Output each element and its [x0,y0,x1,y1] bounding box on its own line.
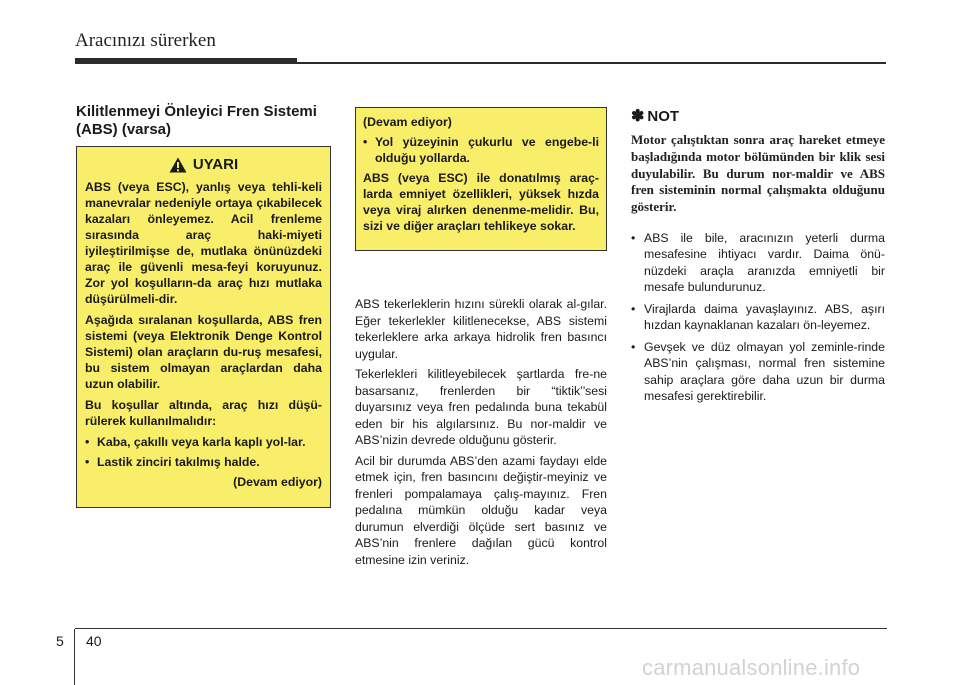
warning-paragraph: Aşağıda sıralanan koşullarda, ABS fren sistemi (veya Elektronik Denge Kontrol Sistemi) olan araçların du-ruş mesafesi, bu sistem olmayan araçlardan daha uzun olabilir. [85,313,322,391]
warning-title: UYARI [192,156,239,173]
note-bullet: • Gevşek ve düz olmayan yol zeminle-rinde ABS’nin çalışması, normal fren sistemine sahip araçlara göre daha uzun bir durma mesafesi gerektirebilir. [631,339,885,405]
section-heading-line1: Kilitlenmeyi Önleyici Fren Sistemi [76,103,317,120]
note-bullet: • Virajlarda daima yavaşlayınız. ABS, aşırı hızdan kaynaklanan kazaları ön-leyemez. [631,301,885,334]
body-paragraph: Tekerlekleri kilitleyebilecek şartlarda fre-ne basarsanız, frenlerden bir “tiktik’’sesi duyarsınız veya fren pedalında buna tekabül eden bir his algılarsınız. Bu nor-maldir ve ABS’nizin devrede olduğunu gösterir. [355,367,607,447]
note-bullet-list [631,230,885,405]
warning-triangle-icon [169,157,187,173]
body-text [355,296,607,572]
continued-box-header: (Devam ediyor) [363,115,452,129]
note-star-icon: ✽ [631,108,645,125]
note-intro: Motor çalıştıktan sonra araç hareket etmeye başladığında motor bölümünden bir klik sesi duyulabilir. Bu durum nor-maldir ve ABS fren sisteminin normal çalışmakta olduğunu gösterir. [631,132,885,215]
page-number: 40 [86,633,102,649]
header-rule-thin [297,62,886,64]
note-title-row [631,106,885,126]
header-rule-thick [75,58,297,64]
footer-divider [74,629,75,685]
note-section [631,106,885,410]
note-title: NOT [647,107,680,125]
warning-box [76,146,331,508]
warning-continued-label: (Devam ediyor) [233,475,322,489]
chapter-number: 5 [56,633,64,649]
section-heading [76,103,336,139]
continued-box-paragraph: ABS (veya ESC) ile donatılmış araç-larda emniyet özellikleri, yüksek hızda veya viraj alırken denenme-melidir. Bu, sizi ve diğer araçları tehlikeye sokar. [363,171,599,233]
watermark-text: carmanualsonline.info [642,655,861,680]
section-heading-line2: (ABS) (varsa) [76,121,172,138]
body-paragraph: Acil bir durumda ABS’den azami faydayı elde etmek için, fren basıncını değiştir-meyiniz ve frenleri pompalamaya çalış-mayınız. Fren pedalına mümkün olduğu kadar veya durumun elverdiği ölçüde sert basınız ve ABS’nin frenlere dağılan gücü kontrol etmesine izin veriniz. [355,453,607,567]
page-header-title: Aracınızı sürerken [75,30,216,51]
body-paragraph: ABS tekerleklerin hızını sürekli olarak al-gılar. Eğer tekerlekler kilitlenecekse, ABS sistemi tekerleklere arka arkaya hidrolik fren basıncı uygular. [355,297,607,361]
warning-bullet: • Kaba, çakıllı veya karla kaplı yol-lar. [85,434,322,450]
continued-warning-box [355,107,607,251]
note-bullet: • ABS ile bile, aracınızın yeterli durma mesafesine ihtiyacı vardır. Daima önü-nüzdeki araçla aranızda emniyetli bir mesafe bulundurunuz. [631,230,885,296]
warning-paragraph: Bu koşullar altında, araç hızı düşü-rülerek kullanılmalıdır: [85,398,322,428]
warning-bullet: • Lastik zinciri takılmış halde. [85,454,322,470]
warning-paragraph: ABS (veya ESC), yanlış veya tehli-keli manevralar nedeniyle ortaya çıkabilecek kazaları önleyemez. Acil frenleme sırasında araç haki-miyeti iyileştirilmişse de, mutlaka önünüzdeki araç ile güvenli mesa-feyi koruyunuz. Zor yol koşulların-da araç hızı mutlaka düşürülmeli-dir. [85,180,322,306]
continued-box-bullet: • Yol yüzeyinin çukurlu ve engebe-li olduğu yollarda. [363,134,599,166]
footer-rule [75,628,887,629]
warning-title-row [85,157,322,173]
